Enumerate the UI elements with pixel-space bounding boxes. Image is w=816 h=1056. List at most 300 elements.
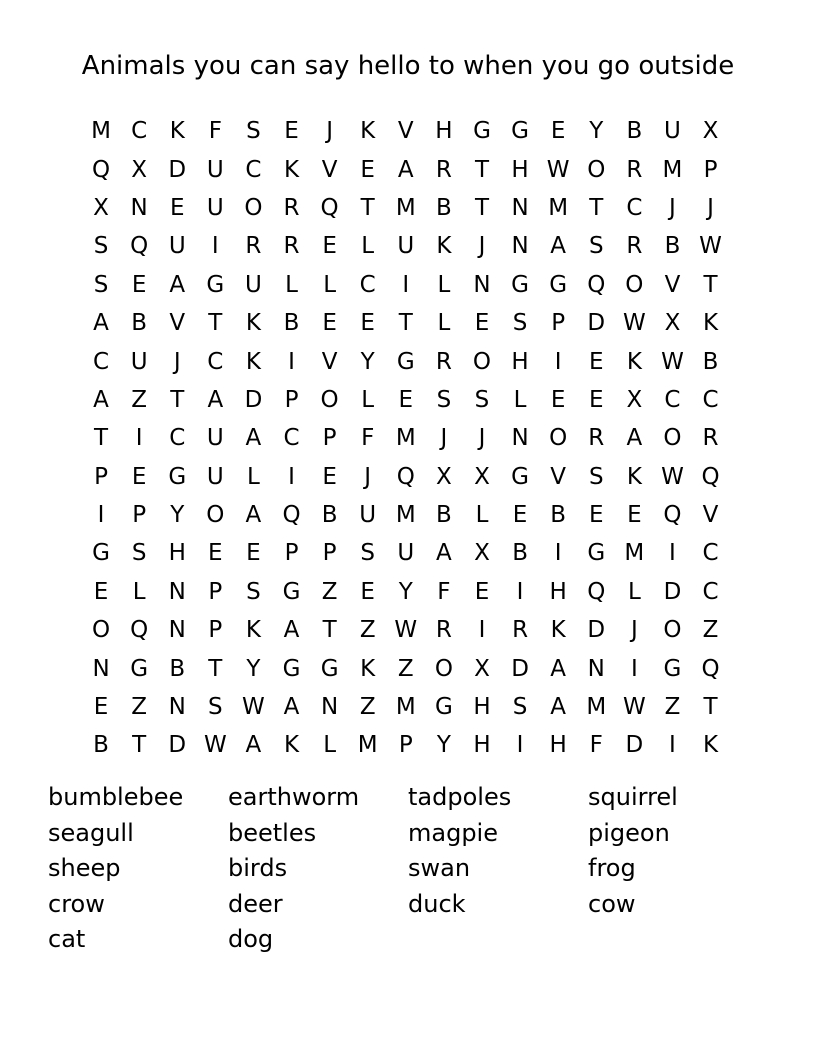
grid-letter: L — [361, 233, 375, 260]
grid-letter: C — [626, 194, 643, 221]
grid-letter: I — [288, 463, 295, 490]
grid-letter: D — [511, 655, 529, 682]
grid-letter: Z — [702, 617, 719, 644]
grid-letter: S — [360, 540, 375, 567]
word-bank-item: tadpoles — [408, 783, 512, 811]
grid-letter: Q — [587, 271, 606, 298]
grid-letter: X — [131, 156, 148, 183]
grid-letter: N — [168, 578, 186, 605]
grid-letter: H — [435, 118, 453, 145]
grid-letter: C — [93, 348, 110, 375]
grid-letter: A — [245, 732, 262, 759]
grid-letter: P — [322, 540, 337, 567]
word-bank-column — [228, 780, 408, 958]
grid-letter: V — [397, 118, 414, 145]
grid-letter: E — [322, 233, 337, 260]
grid-letter: U — [245, 271, 262, 298]
grid-letter: L — [361, 386, 375, 413]
grid-letter: V — [550, 463, 567, 490]
grid-letter: G — [511, 118, 529, 145]
grid-row — [82, 266, 730, 304]
word-bank-column — [588, 780, 768, 958]
grid-letter: R — [702, 425, 719, 452]
grid-letter: P — [703, 156, 718, 183]
grid-letter: C — [359, 271, 376, 298]
word-bank-item: swan — [408, 854, 471, 882]
grid-letter: E — [208, 540, 223, 567]
grid-letter: A — [93, 386, 109, 413]
grid-letter: S — [131, 540, 147, 567]
grid-letter: Y — [398, 578, 413, 605]
word-bank-item: sheep — [48, 854, 121, 882]
grid-letter: J — [440, 425, 448, 452]
grid-letter: T — [322, 617, 337, 644]
grid-letter: U — [206, 425, 224, 452]
grid-letter: R — [626, 156, 643, 183]
grid-letter: A — [93, 310, 109, 337]
grid-letter: P — [284, 386, 299, 413]
grid-letter: G — [473, 118, 491, 145]
grid-letter: T — [170, 386, 185, 413]
grid-letter: E — [322, 463, 337, 490]
grid-letter: Q — [320, 194, 339, 221]
grid-letter: E — [627, 502, 642, 529]
grid-letter: I — [516, 578, 524, 605]
grid-letter: E — [131, 463, 147, 490]
grid-letter: E — [474, 310, 490, 337]
grid-row — [82, 688, 730, 726]
grid-letter: N — [511, 233, 529, 260]
grid-letter: S — [436, 386, 452, 413]
grid-letter: G — [282, 578, 301, 605]
grid-letter: R — [435, 617, 452, 644]
grid-letter: S — [474, 386, 490, 413]
grid-letter: S — [512, 310, 528, 337]
grid-letter: N — [321, 694, 339, 721]
grid-letter: W — [661, 348, 684, 375]
grid-letter: Y — [436, 732, 451, 759]
grid-letter: K — [626, 348, 642, 375]
grid-letter: M — [357, 732, 378, 759]
grid-letter: I — [135, 425, 143, 452]
grid-letter: S — [246, 118, 261, 145]
grid-letter: H — [549, 578, 567, 605]
grid-letter: R — [435, 156, 452, 183]
grid-letter: B — [664, 233, 681, 260]
grid-letter: L — [513, 386, 527, 413]
grid-letter: D — [663, 578, 682, 605]
grid-letter: W — [394, 617, 418, 644]
grid-letter: Z — [321, 578, 338, 605]
grid-letter: T — [474, 194, 490, 221]
grid-letter: E — [588, 348, 604, 375]
word-bank-column — [408, 780, 588, 958]
word-bank-item: earthworm — [228, 783, 360, 811]
grid-letter: G — [663, 655, 682, 682]
grid-letter: Q — [701, 463, 720, 490]
grid-letter: M — [548, 194, 569, 221]
grid-letter: D — [625, 732, 644, 759]
grid-letter: O — [625, 271, 644, 298]
grid-letter: E — [246, 540, 261, 567]
grid-letter: S — [208, 694, 223, 721]
grid-letter: E — [131, 271, 147, 298]
grid-letter: B — [550, 502, 567, 529]
grid-letter: D — [168, 156, 187, 183]
word-bank-item: frog — [588, 854, 636, 882]
grid-row — [82, 458, 730, 496]
grid-letter: L — [323, 271, 337, 298]
grid-row — [82, 534, 730, 572]
grid-letter: C — [169, 425, 186, 452]
grid-letter: E — [322, 310, 337, 337]
grid-letter: E — [360, 310, 375, 337]
word-bank-item: pigeon — [588, 818, 670, 847]
grid-letter: G — [206, 271, 225, 298]
grid-letter: X — [664, 310, 681, 337]
letter-grid — [82, 112, 730, 765]
grid-letter: J — [173, 348, 181, 375]
grid-letter: E — [93, 578, 109, 605]
grid-letter: K — [550, 617, 566, 644]
grid-letter: W — [622, 310, 646, 337]
grid-letter: C — [131, 118, 148, 145]
grid-letter: C — [283, 425, 300, 452]
grid-row — [82, 419, 730, 457]
grid-letter: U — [397, 540, 415, 567]
grid-letter: A — [550, 694, 567, 721]
grid-letter: K — [703, 732, 719, 759]
grid-letter: R — [245, 233, 262, 260]
grid-letter: O — [244, 194, 263, 221]
grid-letter: Z — [359, 694, 376, 721]
grid-letter: M — [395, 502, 416, 529]
grid-letter: G — [549, 271, 568, 298]
word-bank-item: duck — [408, 889, 466, 918]
grid-letter: J — [669, 194, 676, 221]
grid-letter: F — [208, 118, 222, 145]
grid-letter: Z — [359, 617, 376, 644]
grid-letter: D — [587, 617, 606, 644]
grid-letter: W — [203, 732, 227, 759]
grid-row — [82, 189, 730, 227]
grid-letter: M — [395, 694, 416, 721]
grid-letter: O — [587, 156, 606, 183]
grid-letter: R — [626, 233, 643, 260]
grid-letter: M — [662, 156, 683, 183]
grid-letter: N — [511, 194, 529, 221]
grid-letter: T — [208, 310, 223, 337]
grid-letter: K — [360, 118, 376, 145]
grid-letter: O — [206, 502, 225, 529]
grid-letter: I — [630, 655, 638, 682]
grid-letter: U — [206, 156, 224, 183]
grid-letter: F — [589, 732, 603, 759]
grid-row — [82, 150, 730, 188]
grid-letter: K — [245, 310, 261, 337]
grid-letter: I — [669, 540, 676, 567]
grid-letter: L — [285, 271, 298, 298]
grid-letter: L — [437, 271, 451, 298]
grid-letter: B — [512, 540, 528, 567]
grid-row — [82, 496, 730, 534]
grid-letter: X — [474, 655, 490, 682]
grid-letter: N — [587, 655, 605, 682]
grid-letter: O — [549, 425, 568, 452]
grid-letter: G — [168, 463, 187, 490]
grid-letter: G — [320, 655, 339, 682]
grid-letter: S — [246, 578, 261, 605]
grid-letter: E — [398, 386, 414, 413]
grid-letter: K — [703, 310, 719, 337]
grid-letter: C — [245, 156, 262, 183]
grid-letter: P — [208, 617, 223, 644]
grid-letter: X — [626, 386, 643, 413]
grid-letter: G — [282, 655, 301, 682]
grid-letter: V — [321, 156, 338, 183]
grid-letter: L — [627, 578, 641, 605]
grid-letter: M — [586, 694, 607, 721]
grid-letter: M — [91, 118, 111, 145]
grid-letter: I — [478, 617, 486, 644]
grid-letter: N — [168, 617, 186, 644]
grid-letter: G — [587, 540, 606, 567]
grid-letter: B — [626, 118, 643, 145]
grid-letter: K — [626, 463, 642, 490]
grid-letter: E — [588, 386, 604, 413]
grid-letter: B — [169, 655, 186, 682]
grid-row — [82, 227, 730, 265]
grid-letter: U — [168, 233, 186, 260]
word-bank-item: deer — [228, 889, 283, 918]
grid-letter: P — [551, 310, 566, 337]
grid-letter: E — [512, 502, 528, 529]
grid-letter: T — [703, 271, 718, 298]
grid-letter: R — [588, 425, 605, 452]
grid-letter: J — [478, 425, 486, 452]
grid-letter: U — [664, 118, 681, 145]
grid-letter: T — [474, 156, 490, 183]
grid-letter: Y — [589, 118, 604, 145]
grid-letter: D — [587, 310, 606, 337]
grid-letter: R — [512, 617, 529, 644]
grid-letter: S — [93, 233, 109, 260]
grid-letter: W — [622, 694, 646, 721]
grid-letter: Q — [282, 502, 301, 529]
grid-letter: T — [208, 655, 223, 682]
grid-letter: B — [702, 348, 719, 375]
grid-letter: X — [93, 194, 109, 221]
grid-letter: A — [283, 694, 300, 721]
grid-letter: Y — [170, 502, 185, 529]
grid-letter: V — [321, 348, 338, 375]
grid-letter: S — [588, 233, 604, 260]
grid-letter: Q — [663, 502, 682, 529]
grid-letter: G — [434, 694, 453, 721]
grid-letter: C — [702, 386, 719, 413]
grid-letter: S — [512, 694, 528, 721]
page-title: Animals you can say hello to when you go outside — [81, 51, 735, 81]
grid-row — [82, 649, 730, 687]
word-bank-item: seagull — [48, 818, 134, 847]
grid-letter: Q — [701, 655, 720, 682]
grid-letter: U — [206, 194, 224, 221]
grid-letter: E — [360, 156, 375, 183]
grid-letter: H — [549, 732, 567, 759]
grid-letter: B — [93, 732, 109, 759]
grid-letter: A — [550, 655, 567, 682]
grid-letter: P — [284, 540, 299, 567]
grid-letter: R — [435, 348, 452, 375]
grid-letter: B — [131, 310, 148, 337]
grid-letter: R — [283, 233, 300, 260]
grid-letter: S — [588, 463, 604, 490]
grid-letter: Z — [131, 386, 148, 413]
grid-letter: C — [702, 578, 719, 605]
grid-letter: O — [663, 425, 682, 452]
grid-letter: B — [283, 310, 300, 337]
grid-letter: R — [283, 194, 300, 221]
grid-letter: N — [130, 194, 148, 221]
grid-letter: Q — [91, 156, 111, 183]
grid-letter: A — [626, 425, 643, 452]
grid-letter: Z — [131, 694, 148, 721]
grid-letter: I — [669, 732, 676, 759]
grid-letter: U — [206, 463, 224, 490]
grid-letter: B — [436, 502, 452, 529]
grid-letter: A — [207, 386, 224, 413]
grid-letter: K — [360, 655, 376, 682]
grid-letter: A — [283, 617, 300, 644]
grid-letter: L — [437, 310, 451, 337]
grid-letter: E — [550, 118, 566, 145]
grid-letter: J — [364, 463, 372, 490]
grid-letter: U — [359, 502, 377, 529]
grid-letter: I — [402, 271, 410, 298]
word-bank-item: cow — [588, 889, 636, 918]
grid-letter: Q — [130, 617, 149, 644]
grid-letter: Q — [396, 463, 415, 490]
grid-letter: E — [550, 386, 566, 413]
grid-letter: N — [473, 271, 491, 298]
grid-letter: L — [132, 578, 146, 605]
grid-letter: F — [437, 578, 451, 605]
grid-letter: O — [472, 348, 492, 375]
grid-letter: I — [554, 540, 562, 567]
grid-letter: G — [130, 655, 149, 682]
grid-letter: P — [322, 425, 337, 452]
grid-letter: P — [132, 502, 147, 529]
grid-letter: A — [245, 425, 262, 452]
grid-letter: U — [397, 233, 415, 260]
grid-letter: W — [242, 694, 265, 721]
word-bank-item: beetles — [228, 818, 317, 847]
grid-letter: X — [702, 118, 719, 145]
grid-letter: E — [169, 194, 185, 221]
grid-letter: Q — [130, 233, 149, 260]
grid-letter: C — [702, 540, 719, 567]
grid-letter: I — [288, 348, 295, 375]
grid-row — [82, 726, 730, 764]
grid-letter: V — [702, 502, 719, 529]
grid-row — [82, 304, 730, 342]
grid-letter: D — [244, 386, 263, 413]
grid-letter: G — [396, 348, 415, 375]
word-bank-item: dog — [228, 925, 274, 953]
grid-letter: L — [475, 502, 489, 529]
word-bank-item: birds — [228, 854, 288, 882]
grid-letter: L — [247, 463, 260, 490]
grid-letter: P — [398, 732, 413, 759]
grid-letter: T — [360, 194, 375, 221]
grid-letter: O — [91, 617, 111, 644]
grid-letter: E — [93, 694, 109, 721]
grid-letter: G — [511, 271, 529, 298]
grid-letter: A — [550, 233, 567, 260]
grid-letter: K — [245, 348, 261, 375]
grid-letter: F — [361, 425, 375, 452]
grid-letter: W — [699, 233, 722, 260]
grid-letter: H — [511, 348, 529, 375]
grid-letter: S — [93, 271, 109, 298]
grid-letter: V — [169, 310, 186, 337]
grid-letter: P — [94, 463, 108, 490]
grid-letter: E — [588, 502, 604, 529]
grid-letter: E — [474, 578, 490, 605]
grid-letter: W — [546, 156, 570, 183]
grid-letter: G — [511, 463, 529, 490]
grid-letter: B — [321, 502, 338, 529]
grid-letter: N — [92, 655, 110, 682]
grid-letter: K — [169, 118, 185, 145]
grid-letter: T — [589, 194, 604, 221]
grid-letter: T — [703, 694, 718, 721]
word-bank-item: squirrel — [588, 783, 678, 811]
word-bank-column — [48, 780, 228, 958]
grid-letter: H — [473, 694, 491, 721]
grid-letter: T — [398, 310, 413, 337]
word-bank-item: magpie — [408, 818, 498, 847]
word-bank — [48, 780, 768, 958]
grid-letter: A — [397, 156, 414, 183]
grid-letter: I — [211, 233, 219, 260]
grid-letter: T — [132, 732, 147, 759]
grid-letter: M — [624, 540, 645, 567]
grid-letter: E — [284, 118, 299, 145]
grid-letter: M — [395, 425, 416, 452]
word-bank-item: cat — [48, 925, 86, 953]
grid-letter: H — [168, 540, 186, 567]
grid-row — [82, 381, 730, 419]
grid-letter: H — [473, 732, 491, 759]
grid-letter: A — [169, 271, 186, 298]
grid-letter: N — [511, 425, 529, 452]
grid-letter: D — [168, 732, 187, 759]
grid-letter: K — [245, 617, 261, 644]
grid-letter: J — [707, 194, 714, 221]
grid-row — [82, 573, 730, 611]
grid-letter: L — [323, 732, 337, 759]
grid-letter: M — [395, 194, 416, 221]
grid-letter: J — [478, 233, 486, 260]
grid-letter: J — [630, 617, 638, 644]
grid-letter: P — [208, 578, 223, 605]
grid-letter: Z — [664, 694, 681, 721]
grid-letter: X — [474, 540, 490, 567]
grid-letter: W — [661, 463, 684, 490]
grid-letter: C — [664, 386, 681, 413]
grid-letter: A — [436, 540, 452, 567]
